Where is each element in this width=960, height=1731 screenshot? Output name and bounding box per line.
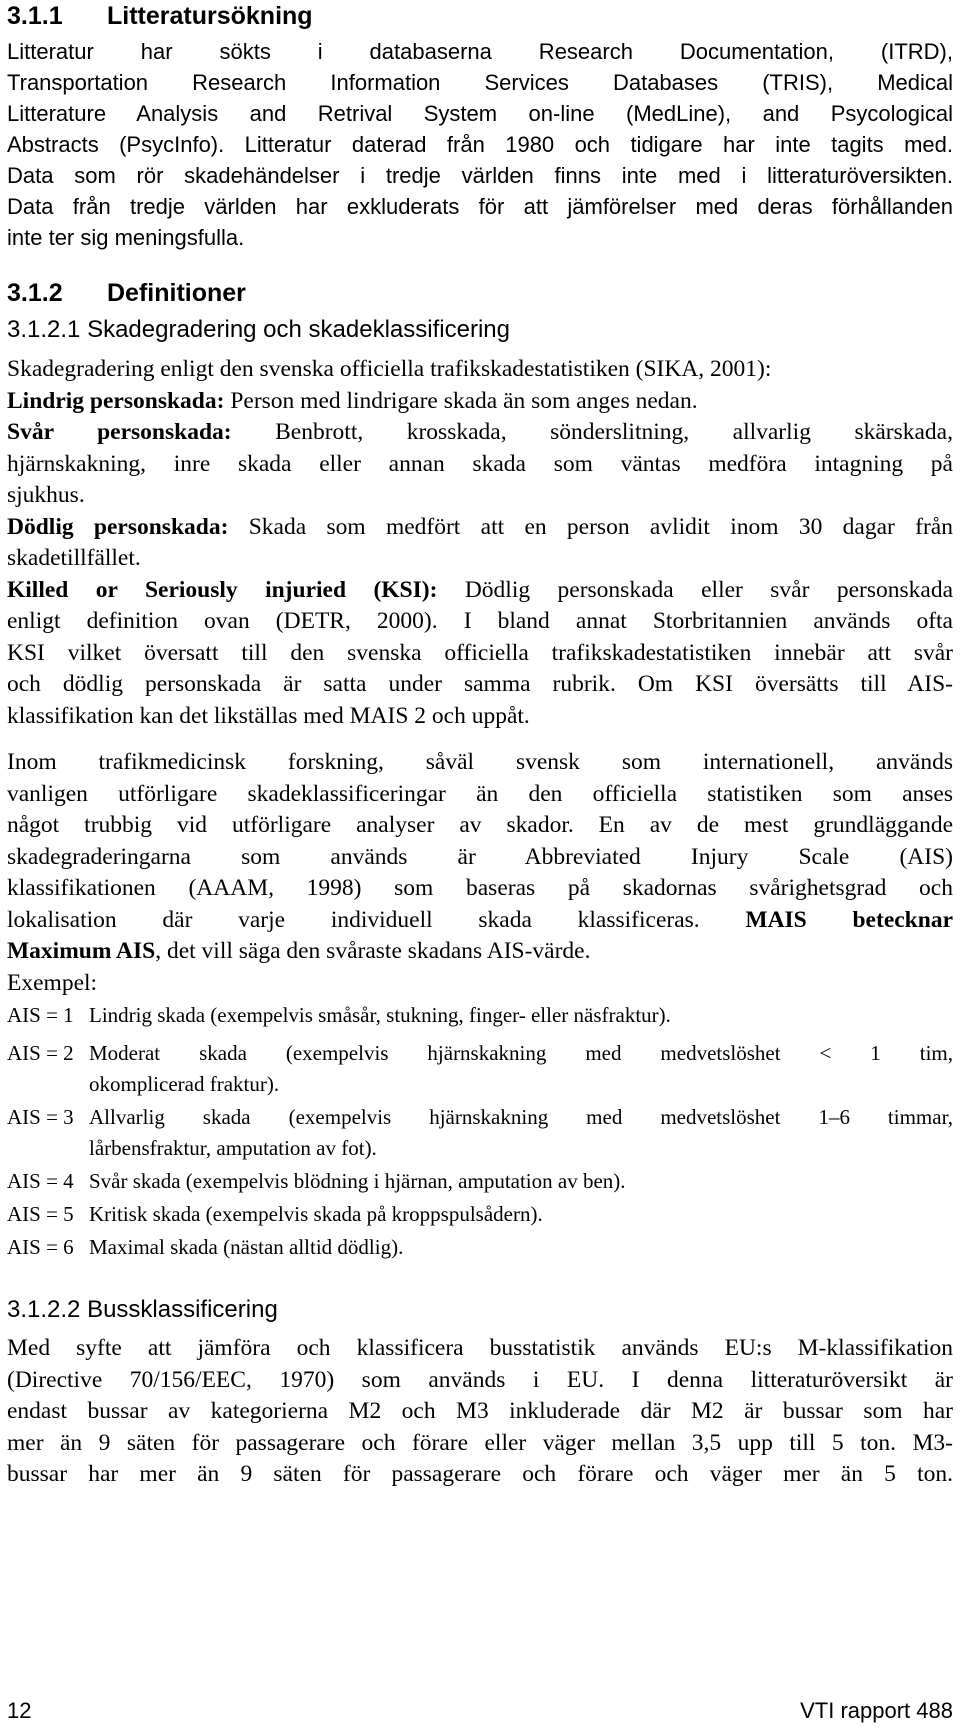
term-definition: Person med lindrigare skada än som anges nedan.: [224, 387, 698, 414]
text-line: Med syfte att jämföra och klassificera busstatistik används EU:s M-klassifikation: [7, 1335, 953, 1361]
text-line: Litterature Analysis and Retrival System on-line (MedLine), and Psycological: [7, 101, 953, 126]
section-heading-3-1-2-2: 3.1.2.2 Bussklassificering: [7, 1296, 278, 1323]
text-line: KSI vilket översatt till den svenska officiella trafikskadestatistiken innebär att svår: [7, 639, 953, 666]
ais-level-item: [7, 1166, 953, 1199]
ais-level-list: [7, 1000, 953, 1265]
text-line: bussar har mer än 9 säten för passagerare och förare och väger mer än 5 ton.: [7, 1461, 953, 1487]
term-definition: Benbrott, krosskada, sönderslitning, allvarlig skärskada,: [231, 419, 953, 445]
heading-number: 3.1.2: [7, 279, 63, 307]
ais-label: AIS = 2: [7, 1041, 74, 1065]
page-number: 12: [7, 1698, 32, 1723]
heading-title: Definitioner: [107, 279, 246, 307]
ais-description: [89, 1102, 953, 1166]
ais-level-item: [7, 1102, 953, 1166]
ais-level-item: [7, 1232, 953, 1265]
text-line: [7, 417, 953, 449]
text-line: Litteratur har sökts i databaserna Research Documentation, (ITRD),: [7, 39, 953, 64]
section-heading-3-1-2: [7, 279, 246, 308]
literature-search-paragraph: [7, 36, 953, 253]
text-line: skadegraderingarna som används är Abbreviated Injury Scale (AIS): [7, 843, 953, 870]
bold-term: Maximum AIS: [7, 938, 156, 964]
ais-line: Allvarlig skada (exempelvis hjärnskakning med medvetslöshet 1–6 timmar,: [89, 1105, 953, 1129]
bold-term: MAIS betecknar: [745, 906, 953, 933]
text-line: hjärnskakning, inre skada eller annan skada som väntas medföra intagning på: [7, 450, 953, 477]
term-lindrig: Lindrig personskada:: [7, 387, 225, 414]
section-heading-3-1-1: [7, 2, 313, 31]
text-line: skadetillfället.: [7, 545, 141, 571]
text-line: mer än 9 säten för passagerare och förare eller väger mellan 3,5 upp till 5 ton. M3-: [7, 1429, 953, 1456]
heading-title: Litteratursökning: [107, 2, 313, 30]
text-line: vanligen utförligare skadeklassificeringar än den officiella statistiken som anses: [7, 780, 953, 807]
text-line: [7, 936, 953, 968]
bus-classification-paragraph: [7, 1333, 953, 1491]
text-line: och dödlig personskada är satta under samma rubrik. Om KSI översätts till AIS-: [7, 671, 953, 697]
text-line: Exempel:: [7, 969, 98, 996]
text-line: [7, 512, 953, 544]
ais-description: [89, 1038, 953, 1102]
text-line: något trubbig vid utförligare analyser av skador. En av de mest grundläggande: [7, 812, 953, 838]
text-line: Data från tredje världen har exkluderats för att jämförelser med deras förhållanden: [7, 194, 953, 219]
heading-number: 3.1.1: [7, 2, 63, 30]
text-line: (Directive 70/156/EEC, 1970) som används i EU. I denna litteraturöversikt är: [7, 1366, 953, 1393]
ais-line: lårbensfraktur, amputation av fot).: [89, 1136, 377, 1160]
text-line: klassifikation kan det likställas med MAIS 2 och uppåt.: [7, 702, 530, 729]
ais-label: AIS = 4: [7, 1169, 74, 1193]
ais-line: Moderat skada (exempelvis hjärnskakning med medvetslöshet < 1 tim,: [89, 1041, 953, 1065]
text-line: Inom trafikmedicinsk forskning, såväl svensk som internationell, används: [7, 749, 953, 775]
text-line: endast bussar av kategorierna M2 och M3 inkluderade där M2 är bussar som har: [7, 1398, 953, 1424]
report-name: VTI rapport 488: [800, 1698, 953, 1723]
ais-line: okomplicerad fraktur).: [89, 1072, 280, 1096]
text-span: lokalisation där varje individuell skada klassificeras.: [7, 906, 746, 933]
text-line: sjukhus.: [7, 482, 85, 508]
text-line: Skadegradering enligt den svenska officiella trafikskadestatistiken (SIKA, 2001):: [7, 356, 772, 382]
ais-label: AIS = 1: [7, 1003, 74, 1027]
text-line: Abstracts (PsycInfo). Litteratur daterad från 1980 och tidigare har inte tagits med.: [7, 132, 953, 157]
term-svar: Svår personskada:: [7, 419, 232, 445]
text-span: , det vill säga den svåraste skadans AIS-värde.: [155, 938, 591, 964]
ais-level-item: [7, 1000, 953, 1038]
ais-paragraph: [7, 747, 953, 999]
text-line: [7, 905, 953, 937]
ais-description: Maximal skada (nästan alltid dödlig).: [89, 1235, 404, 1259]
text-line: enligt definition ovan (DETR, 2000). I bland annat Storbritannien används ofta: [7, 608, 953, 634]
term-dodlig: Dödlig personskada:: [7, 513, 229, 540]
ais-description: Svår skada (exempelvis blödning i hjärnan, amputation av ben).: [89, 1169, 626, 1193]
text-line: Data som rör skadehändelser i tredje världen finns inte med i litteraturöversikten.: [7, 163, 953, 188]
text-line: [7, 575, 953, 607]
ais-description: Kritisk skada (exempelvis skada på kroppspulsådern).: [89, 1202, 543, 1226]
ais-label: AIS = 5: [7, 1202, 74, 1226]
ais-level-item: [7, 1199, 953, 1232]
injury-grading-paragraph: [7, 354, 953, 732]
ais-level-item: [7, 1038, 953, 1102]
ais-label: AIS = 3: [7, 1105, 74, 1129]
section-heading-3-1-2-1: 3.1.2.1 Skadegradering och skadeklassificering: [7, 316, 510, 343]
text-line: klassifikationen (AAAM, 1998) som baseras på skadornas svårighetsgrad och: [7, 875, 953, 901]
ais-description: Lindrig skada (exempelvis småsår, stukning, finger- eller näsfraktur).: [89, 1003, 671, 1027]
term-definition: Dödlig personskada eller svår personskada: [437, 576, 953, 603]
term-definition: Skada som medfört att en person avlidit inom 30 dagar från: [228, 513, 953, 540]
term-ksi: Killed or Seriously injuried (KSI):: [7, 576, 438, 603]
text-line: Transportation Research Information Services Databases (TRIS), Medical: [7, 70, 953, 95]
text-line: [7, 386, 953, 418]
ais-label: AIS = 6: [7, 1235, 74, 1259]
text-line: inte ter sig meningsfulla.: [7, 225, 245, 250]
